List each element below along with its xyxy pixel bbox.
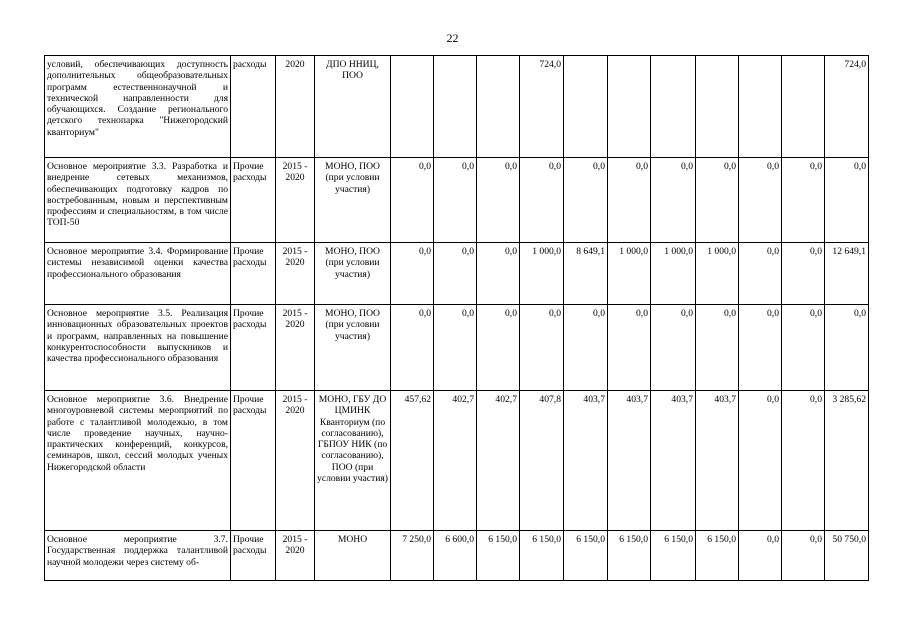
executor-cell: МОНО, ПОО (при условии участия) (315, 243, 391, 305)
amount-cell (782, 56, 825, 158)
executor-cell: ДПО ННИЦ, ПОО (315, 56, 391, 158)
amount-cell: 402,7 (477, 391, 520, 531)
period-cell: 2015 - 2020 (276, 305, 315, 391)
amount-cell: 8 649,1 (564, 243, 608, 305)
total-amount-cell: 0,0 (825, 158, 869, 243)
expense-type-cell: Прочие расходы (231, 158, 276, 243)
amount-cell: 0,0 (434, 305, 477, 391)
table-row (45, 243, 869, 305)
period-cell: 2015 - 2020 (276, 243, 315, 305)
activity-description-cell: условий, обеспечивающих доступность дополнительных общеобразовательных программ естественнонаучной и технической направленности для обучающихся. Создание регионального детского технопарка "Нижегородский кванториум" (45, 56, 231, 158)
amount-cell: 0,0 (391, 305, 434, 391)
amount-cell: 6 150,0 (477, 531, 520, 581)
amount-cell (391, 56, 434, 158)
amount-cell: 1 000,0 (520, 243, 564, 305)
amount-cell: 0,0 (564, 158, 608, 243)
amount-cell: 6 150,0 (651, 531, 696, 581)
activity-description-cell: Основное мероприятие 3.5. Реализация инновационных образовательных проектов и программ, направленных на повышение конкурентоспособности выпускников и качества профессионального образования (45, 305, 231, 391)
amount-cell: 0,0 (608, 305, 651, 391)
amount-cell: 0,0 (477, 305, 520, 391)
amount-cell: 0,0 (739, 391, 782, 531)
amount-cell: 0,0 (520, 305, 564, 391)
expense-type-cell: Прочие расходы (231, 305, 276, 391)
expense-type-cell: расходы (231, 56, 276, 158)
table-row (45, 305, 869, 391)
amount-cell (608, 56, 651, 158)
total-amount-cell: 12 649,1 (825, 243, 869, 305)
amount-cell: 0,0 (520, 158, 564, 243)
amount-cell: 407,8 (520, 391, 564, 531)
amount-cell: 6 150,0 (608, 531, 651, 581)
total-amount-cell: 0,0 (825, 305, 869, 391)
amount-cell: 6 150,0 (520, 531, 564, 581)
amount-cell: 0,0 (782, 158, 825, 243)
amount-cell: 403,7 (651, 391, 696, 531)
amount-cell (434, 56, 477, 158)
amount-cell: 0,0 (782, 531, 825, 581)
amount-cell: 0,0 (608, 158, 651, 243)
amount-cell: 402,7 (434, 391, 477, 531)
executor-cell: МОНО, ПОО (при условии участия) (315, 158, 391, 243)
amount-cell: 1 000,0 (696, 243, 739, 305)
amount-cell: 7 250,0 (391, 531, 434, 581)
total-amount-cell: 50 750,0 (825, 531, 869, 581)
executor-cell: МОНО, ПОО (при условии участия) (315, 305, 391, 391)
period-cell: 2015 - 2020 (276, 391, 315, 531)
amount-cell: 6 150,0 (696, 531, 739, 581)
amount-cell (739, 56, 782, 158)
amount-cell (564, 56, 608, 158)
activity-description-cell: Основное мероприятие 3.3. Разработка и внедрение сетевых механизмов, обеспечивающих подготовку кадров по востребованным, новым и перспективным профессиям и специальностям, в том числе ТОП-50 (45, 158, 231, 243)
amount-cell: 724,0 (520, 56, 564, 158)
budget-table (44, 55, 869, 581)
period-cell: 2015 - 2020 (276, 158, 315, 243)
activity-description-cell: Основное мероприятие 3.4. Формирование системы независимой оценки качества профессионального образования (45, 243, 231, 305)
amount-cell: 0,0 (739, 305, 782, 391)
amount-cell (651, 56, 696, 158)
period-cell: 2020 (276, 56, 315, 158)
amount-cell: 1 000,0 (651, 243, 696, 305)
amount-cell (477, 56, 520, 158)
activity-description-cell: Основное мероприятие 3.6. Внедрение многоуровневой системы мероприятий по работе с талантливой молодежью, в том числе проведение научных, научно-практических конференций, конкурсов, семинаров, школ, сессий молодых ученых Нижегородской области (45, 391, 231, 531)
amount-cell: 0,0 (651, 158, 696, 243)
amount-cell: 403,7 (564, 391, 608, 531)
amount-cell: 0,0 (739, 531, 782, 581)
total-amount-cell: 3 285,62 (825, 391, 869, 531)
amount-cell: 0,0 (434, 243, 477, 305)
table-row (45, 391, 869, 531)
amount-cell: 0,0 (391, 158, 434, 243)
executor-cell: МОНО (315, 531, 391, 581)
amount-cell: 403,7 (696, 391, 739, 531)
amount-cell: 0,0 (782, 243, 825, 305)
table-row (45, 531, 869, 581)
amount-cell (696, 56, 739, 158)
amount-cell: 0,0 (477, 158, 520, 243)
amount-cell: 0,0 (782, 305, 825, 391)
activity-description-cell: Основное мероприятие 3.7. Государственная поддержка талантливой научной молодежи через систему об- (45, 531, 231, 581)
amount-cell: 1 000,0 (608, 243, 651, 305)
table-body (45, 56, 869, 581)
amount-cell: 0,0 (696, 305, 739, 391)
table-row (45, 56, 869, 158)
amount-cell: 0,0 (782, 391, 825, 531)
amount-cell: 0,0 (651, 305, 696, 391)
amount-cell: 0,0 (477, 243, 520, 305)
amount-cell: 403,7 (608, 391, 651, 531)
amount-cell: 6 150,0 (564, 531, 608, 581)
amount-cell: 0,0 (434, 158, 477, 243)
amount-cell: 0,0 (564, 305, 608, 391)
amount-cell: 457,62 (391, 391, 434, 531)
period-cell: 2015 - 2020 (276, 531, 315, 581)
total-amount-cell: 724,0 (825, 56, 869, 158)
expense-type-cell: Прочие расходы (231, 391, 276, 531)
amount-cell: 0,0 (739, 158, 782, 243)
amount-cell: 0,0 (696, 158, 739, 243)
expense-type-cell: Прочие расходы (231, 243, 276, 305)
table-row (45, 158, 869, 243)
amount-cell: 6 600,0 (434, 531, 477, 581)
expense-type-cell: Прочие расходы (231, 531, 276, 581)
amount-cell: 0,0 (739, 243, 782, 305)
executor-cell: МОНО, ГБУ ДО ЦМИНК Кванториум (по согласованию), ГБПОУ НИК (по согласованию), ПОО (при условии участия) (315, 391, 391, 531)
amount-cell: 0,0 (391, 243, 434, 305)
page-number: 22 (446, 31, 459, 45)
